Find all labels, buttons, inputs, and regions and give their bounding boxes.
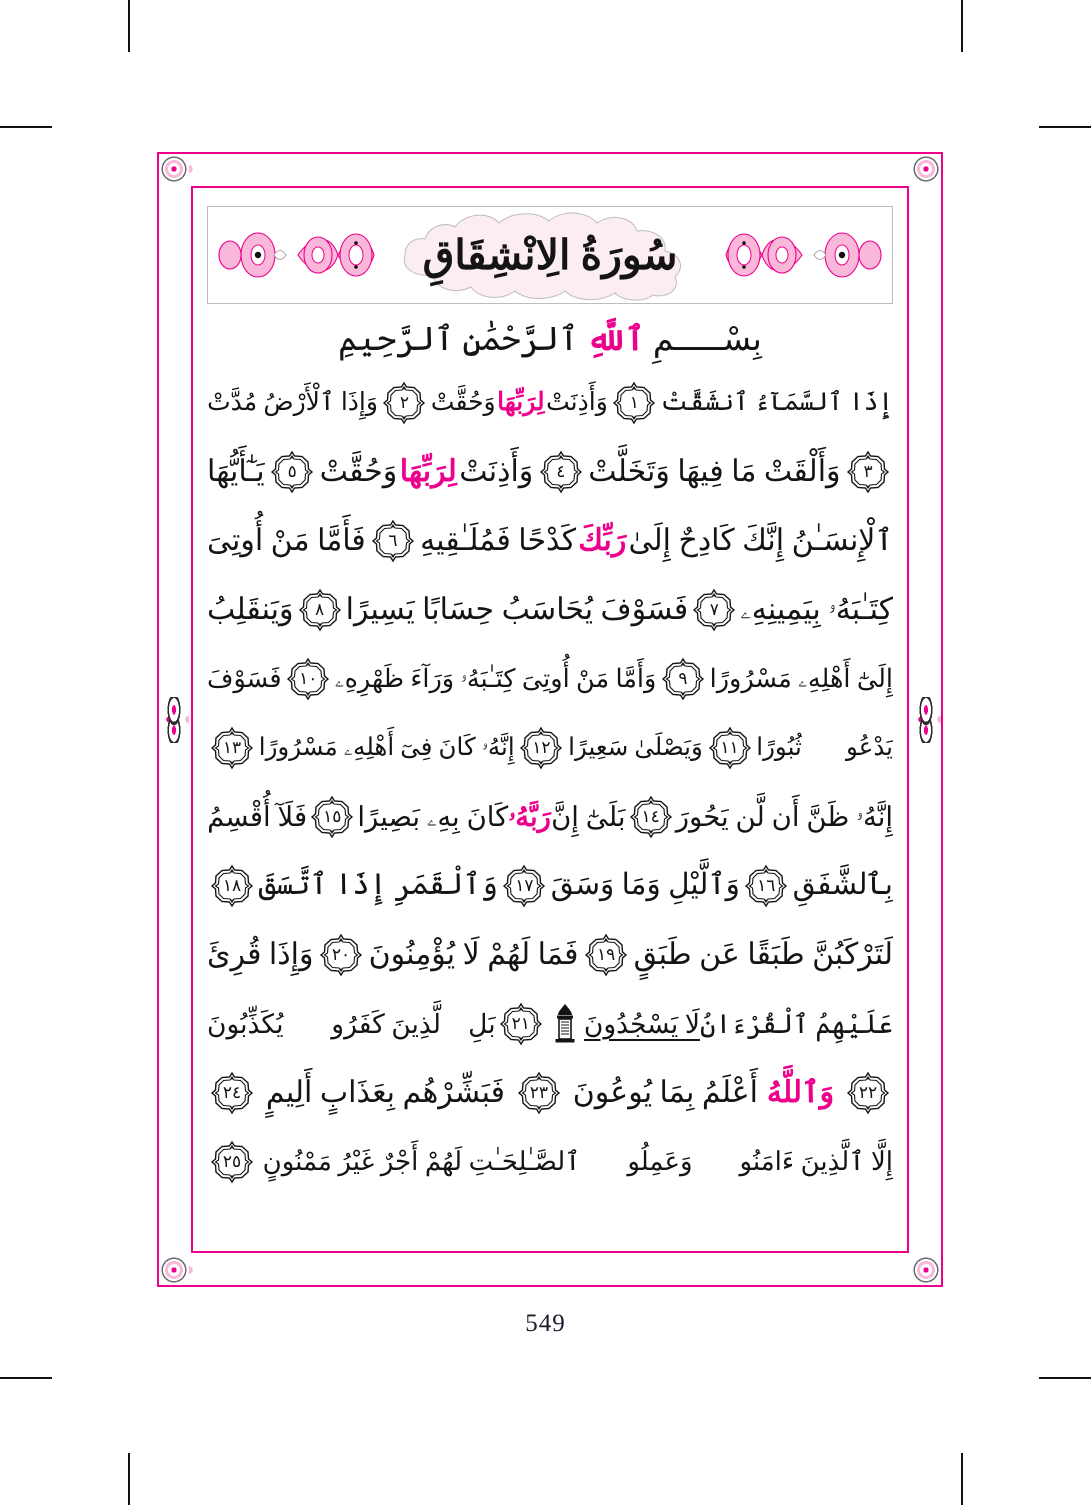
ayah-text: أَعْلَمُ بِمَا يُوعُونَ xyxy=(572,1075,759,1109)
ayah-line xyxy=(207,1058,893,1127)
ayah-number-medallion-icon[interactable] xyxy=(310,795,354,839)
ayah-number-value: ١٤ xyxy=(641,807,660,827)
ayah-text: إِذَا ٱلسَّمَآءُ ٱنشَقَّتْ xyxy=(660,389,893,417)
ayah-number-value: ١٩ xyxy=(596,945,616,965)
ayah-number-value: ٢٥ xyxy=(222,1152,242,1172)
ayah-number-value: ١٦ xyxy=(757,876,776,896)
ayah-number-medallion-icon[interactable] xyxy=(210,864,254,908)
floral-ornament-icon xyxy=(718,223,886,287)
corner-rosette-icon xyxy=(159,1255,189,1285)
sajda-prostration-icon xyxy=(550,1002,580,1046)
ayah-line xyxy=(207,506,893,575)
crop-mark-bottom-left-vertical xyxy=(128,1453,130,1505)
basmala-allah-highlight: ٱللَّهِ xyxy=(586,322,645,358)
ayah-line xyxy=(207,1127,893,1196)
ayah-line xyxy=(207,782,893,851)
side-medallion-icon xyxy=(912,697,940,743)
ayah-number-value: ٢٤ xyxy=(222,1083,242,1103)
ayah-number-value: ١٥ xyxy=(323,807,342,827)
crop-mark-top-right-horizontal xyxy=(1039,126,1091,128)
ayah-number-value: ٨ xyxy=(314,600,325,620)
ayah-text: إِلَىٰٓ أَهْلِهِۦ مَسْرُورًا xyxy=(709,664,893,694)
highlighted-word: رَبِّكَ xyxy=(578,523,627,557)
ayah-text: وَإِذَا قُرِئَ xyxy=(207,937,314,971)
ayah-text: ٱلْإِنسَـٰنُ إِنَّكَ كَادِحٌ إِلَىٰ xyxy=(628,523,893,557)
ayah-text: بِٱلشَّفَقِ xyxy=(792,869,893,902)
ayah-text: وَإِذَا ٱلْأَرْضُ مُدَّتْ xyxy=(207,389,378,417)
sajda-prostration-icon xyxy=(550,1002,580,1046)
ayah-text: فَمَا لَهُمْ لَا يُؤْمِنُونَ xyxy=(368,937,579,971)
ayah-number-medallion-icon[interactable] xyxy=(319,933,363,977)
ayah-text: يَـٰٓأَيُّهَا xyxy=(207,454,265,488)
ayah-number-medallion-icon[interactable] xyxy=(629,795,673,839)
ayah-number-value: ٣ xyxy=(863,462,873,482)
ayah-number-medallion-icon[interactable] xyxy=(210,1140,254,1184)
floral-motif-strip xyxy=(159,1255,941,1285)
underlined-phrase: لَا يَسْجُدُونَ xyxy=(583,1008,700,1039)
ayah-number-value: ١ xyxy=(629,393,639,413)
crop-mark-top-left-vertical xyxy=(128,0,130,52)
ayah-number-value: ١٧ xyxy=(515,876,534,896)
crop-mark-top-right-vertical xyxy=(961,0,963,52)
ayah-text: إِنَّهُۥ كَانَ فِىٓ أَهْلِهِۦ مَسْرُورًا xyxy=(258,733,515,761)
ayah-number-value: ٦ xyxy=(388,531,398,551)
ayah-text: وَيَصْلَىٰ سَعِيرًا xyxy=(568,733,703,761)
ayah-text: فَبَشِّرْهُم بِعَذَابٍ أَلِيمٍ xyxy=(265,1075,506,1109)
ayah-line xyxy=(207,851,893,920)
surah-header-panel xyxy=(207,206,893,304)
ayah-line xyxy=(207,644,893,713)
highlighted-word: لِرَبِّهَا xyxy=(399,454,457,488)
ayah-line xyxy=(207,368,893,437)
ayah-number-medallion-icon[interactable] xyxy=(846,450,890,494)
ayah-text: كَانَ بِهِۦ بَصِيرًا xyxy=(357,801,509,833)
ayah-number-value: ٢١ xyxy=(511,1014,530,1034)
highlighted-word: لِرَبِّهَا xyxy=(497,389,545,417)
ayah-number-medallion-icon[interactable] xyxy=(661,657,705,701)
basmala-line xyxy=(207,322,893,358)
ayah-text-body xyxy=(207,368,893,1241)
ayah-text: إِنَّهُۥ ظَنَّ أَن لَّن يَحُورَ xyxy=(675,801,893,833)
ayah-text: وَحُقَّتْ xyxy=(319,454,398,488)
ayah-number-value: ٢ xyxy=(399,393,409,413)
ayah-number-value: ٢٣ xyxy=(529,1083,549,1103)
ayah-number-medallion-icon[interactable] xyxy=(584,933,628,977)
ayah-text: فَسَوْفَ يُحَاسَبُ حِسَابًا يَسِيرًا xyxy=(345,592,689,626)
crop-mark-top-left-horizontal xyxy=(0,126,52,128)
ayah-number-medallion-icon[interactable] xyxy=(371,519,415,563)
ayah-text: وَأَذِنَتْ xyxy=(546,389,608,417)
basmala-before: بِسْـــــمِ xyxy=(644,322,762,358)
ayah-number-value: ١٣ xyxy=(222,738,242,758)
ayah-line xyxy=(207,989,893,1058)
ayah-number-value: ١٢ xyxy=(532,738,551,758)
ayah-number-value: ٤ xyxy=(556,462,566,482)
highlighted-word: رَبَّهُۥ xyxy=(508,801,551,833)
ayah-number-medallion-icon[interactable] xyxy=(210,726,254,770)
ayah-number-medallion-icon[interactable] xyxy=(708,726,752,770)
ayah-number-value: ١٨ xyxy=(222,876,242,896)
ayah-text: وَحُقَّتْ xyxy=(430,389,496,417)
ayah-text: وَأَذِنَتْ xyxy=(459,454,534,488)
ayah-text: يَدْعُوا۟ ثُبُورًا xyxy=(756,733,893,761)
ayah-number-medallion-icon[interactable] xyxy=(382,381,426,425)
ayah-number-medallion-icon[interactable] xyxy=(270,450,314,494)
ayah-line xyxy=(207,575,893,644)
ayah-number-medallion-icon[interactable] xyxy=(692,588,736,632)
crop-mark-bottom-left-horizontal xyxy=(0,1377,52,1379)
ayah-number-medallion-icon[interactable] xyxy=(210,1071,254,1115)
page-content xyxy=(193,188,907,1251)
ayah-number-medallion-icon[interactable] xyxy=(286,657,330,701)
ayah-number-value: ١٠ xyxy=(299,669,318,689)
page-number: 549 xyxy=(525,1310,566,1337)
ayah-text: وَأَمَّا مَنْ أُوتِىَ كِتَـٰبَهُۥ وَرَآءَ ظَهْرِهِۦ xyxy=(334,664,657,694)
ayah-number-medallion-icon[interactable] xyxy=(298,588,342,632)
ayah-number-value: ٢٠ xyxy=(331,945,351,965)
ayah-text: إِلَّا ٱلَّذِينَ ءَامَنُوا۟ وَعَمِلُوا۟ ٱلصَّـٰلِحَـٰتِ لَهُمْ أَجْرٌ غَيْرُ مَمْنُونٍ xyxy=(262,1146,893,1176)
ayah-text: وَٱلْقَمَرِ إِذَا ٱتَّسَقَ xyxy=(258,869,498,902)
ayah-text: لَتَرْكَبُنَّ طَبَقًا عَن طَبَقٍ xyxy=(633,937,893,971)
highlighted-word: وَٱللَّهُ xyxy=(766,1075,835,1109)
ayah-number-medallion-icon[interactable] xyxy=(539,450,583,494)
ayah-number-value: ٥ xyxy=(287,462,297,482)
quran-page-plate xyxy=(157,152,943,1287)
ayah-number-value: ٢٢ xyxy=(858,1083,878,1103)
ayah-line xyxy=(207,713,893,782)
ayah-text: فَأَمَّا مَنْ أُوتِىَ xyxy=(207,523,366,557)
ayah-number-medallion-icon[interactable] xyxy=(517,1071,561,1115)
ayah-number-medallion-icon[interactable] xyxy=(744,864,788,908)
ayah-text: بَلَىٰٓ إِنَّ xyxy=(551,801,626,833)
ayah-number-medallion-icon[interactable] xyxy=(612,381,656,425)
side-medallion-icon xyxy=(160,697,188,743)
corner-rosette-icon xyxy=(911,1255,941,1285)
page-title: سُورَةُ الِانْشِقَاقِ xyxy=(422,231,678,278)
crop-mark-bottom-right-vertical xyxy=(961,1453,963,1505)
ayah-line xyxy=(207,437,893,506)
ayah-text: كِتَـٰبَهُۥ بِيَمِينِهِۦ xyxy=(740,592,893,626)
ayah-line xyxy=(207,920,893,989)
ayah-number-medallion-icon[interactable] xyxy=(846,1071,890,1115)
ayah-text: عَلَيْهِمُ ٱلْقُرْءَانُ xyxy=(700,1008,893,1039)
floral-motif-strip xyxy=(159,154,941,184)
ayah-text: بَلِ ٱلَّذِينَ كَفَرُوا۟ يُكَذِّبُونَ xyxy=(207,1008,496,1039)
border-band-top xyxy=(159,154,941,184)
ayah-text: وَيَنقَلِبُ xyxy=(207,592,294,626)
ayah-number-medallion-icon[interactable] xyxy=(519,726,563,770)
crop-mark-bottom-right-horizontal xyxy=(1039,1377,1091,1379)
ayah-number-value: ٧ xyxy=(709,600,719,620)
corner-rosette-icon xyxy=(911,154,941,184)
ayah-text: وَأَلْقَتْ مَا فِيهَا وَتَخَلَّتْ xyxy=(588,454,841,488)
border-band-bottom xyxy=(159,1255,941,1285)
ayah-number-value: ٩ xyxy=(678,669,688,689)
ayah-text: وَٱلَّيْلِ وَمَا وَسَقَ xyxy=(550,869,740,902)
ayah-text: فَسَوْفَ xyxy=(207,664,282,694)
surah-title-cartouche xyxy=(385,209,715,301)
ayah-number-medallion-icon[interactable] xyxy=(499,1002,543,1046)
basmala-after: ٱلرَّحْمَٰنِ ٱلرَّحِيمِ xyxy=(338,322,587,358)
ayah-text: كَدْحًا فَمُلَـٰقِيهِ xyxy=(420,523,577,557)
floral-ornament-icon xyxy=(214,223,382,287)
ayah-number-value: ١١ xyxy=(720,738,739,758)
corner-rosette-icon xyxy=(159,154,189,184)
ayah-number-medallion-icon[interactable] xyxy=(502,864,546,908)
ayah-text: فَلَآ أُقْسِمُ xyxy=(207,801,308,833)
